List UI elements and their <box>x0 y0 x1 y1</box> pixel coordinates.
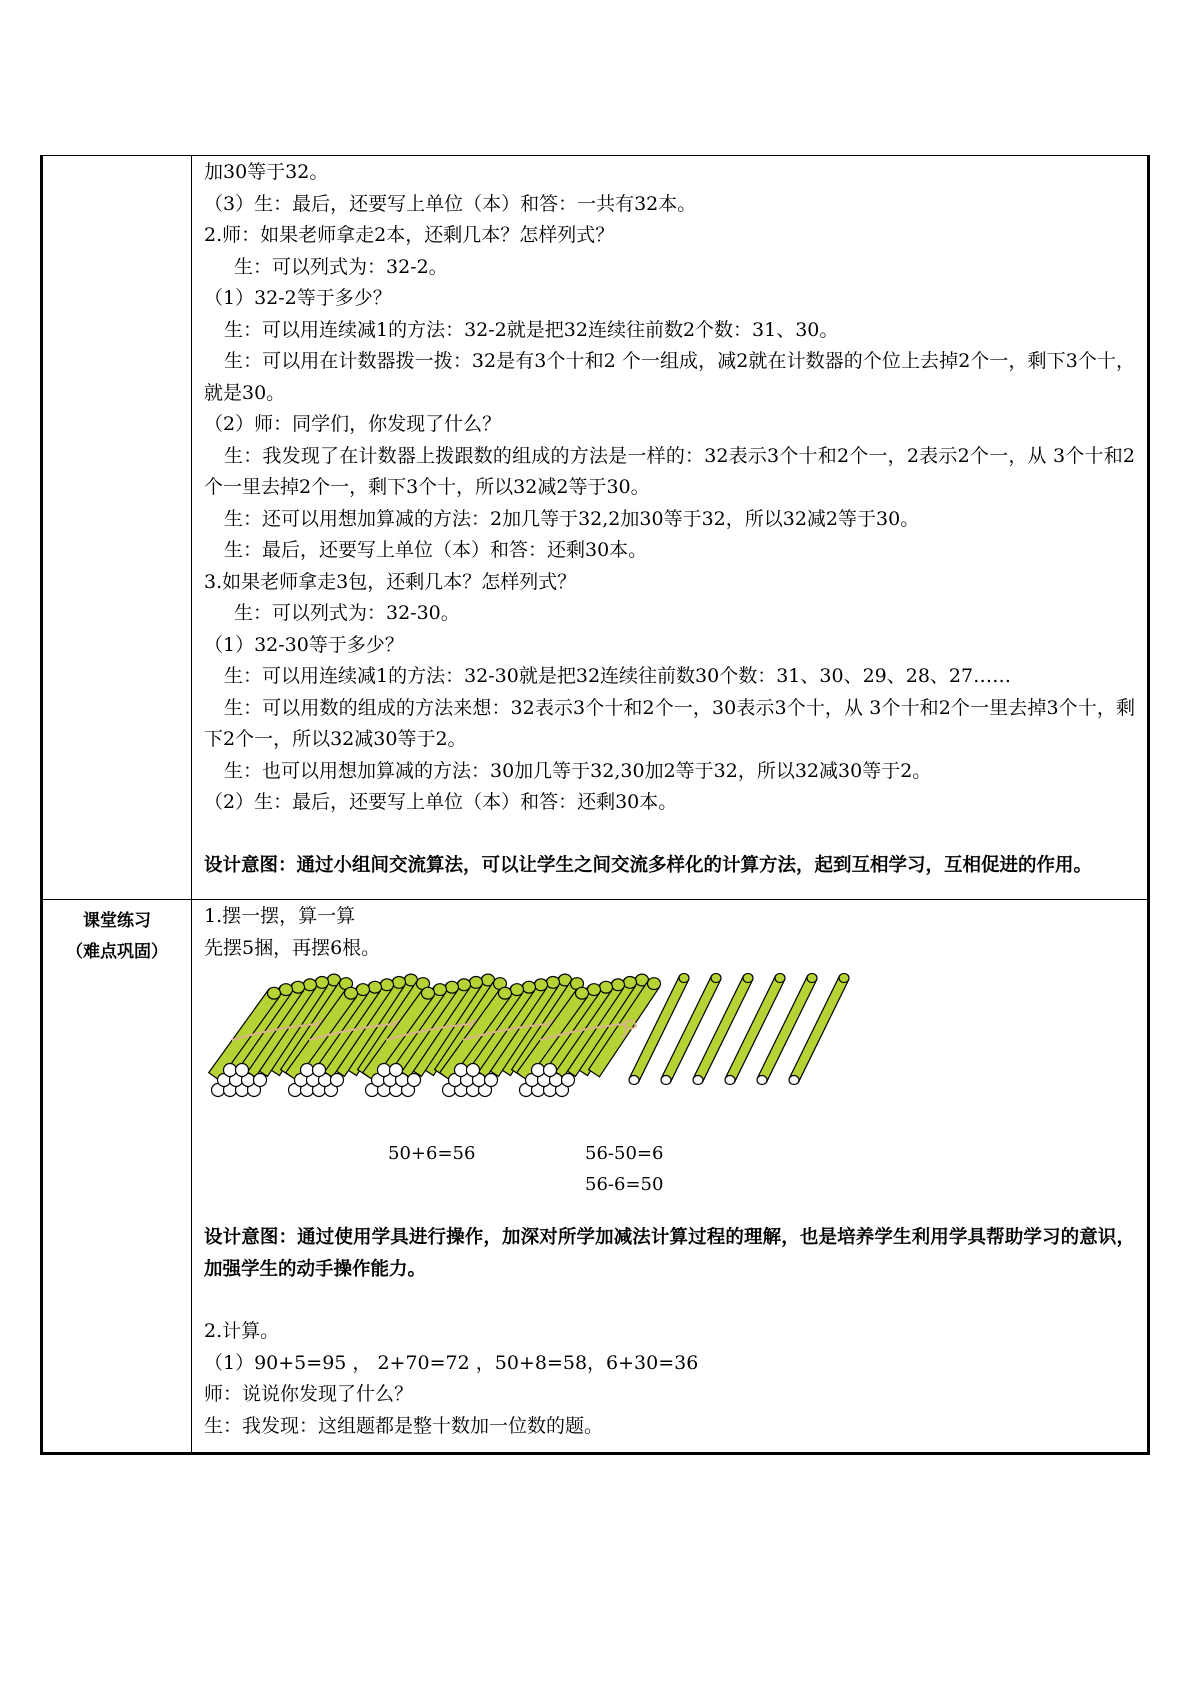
text-line: 生：也可以用想加算减的方法：30加几等于32,30加2等于32，所以32减30等于2。 <box>224 759 932 782</box>
single-stick <box>757 973 817 1084</box>
calc-title: 2.计算。 <box>204 1320 280 1342</box>
lesson-table <box>40 155 1150 1455</box>
design-intent: 设计意图：通过使用学具进行操作，加深对所学加减法计算过程的理解，也是培养学生利用学具帮助学习的意识，加强学生的动手操作能力。 <box>204 1227 1135 1280</box>
equation-sub-1: 56-50=6 <box>585 1143 664 1164</box>
design-intent: 设计意图：通过小组间交流算法，可以让学生之间交流多样化的计算方法，起到互相学习，互相促进的作用。 <box>204 854 1093 876</box>
text-line: 3.如果老师拿走3包，还剩几本？怎样列式？ <box>204 570 577 593</box>
sticks-figure <box>204 972 1135 1112</box>
single-stick <box>693 973 753 1084</box>
text-line: （1）32-2等于多少？ <box>204 287 392 309</box>
text-line: 生：可以列式为：32-2。 <box>234 255 448 278</box>
teacher-question: 师：说说你发现了什么？ <box>204 1383 414 1405</box>
text-line: （2）生：最后，还要写上单位（本）和答：还剩30本。 <box>204 791 678 813</box>
student-answer: 生：我发现：这组题都是整十数加一位数的题。 <box>204 1414 604 1437</box>
exercise-instruction: 先摆5捆，再摆6根。 <box>204 936 381 959</box>
text-line: 2.师：如果老师拿走2本，还剩几本？怎样列式？ <box>204 224 615 246</box>
calc-line: （1）90+5=95 ， 2+70=72 ，50+8=58，6+30=36 <box>204 1351 699 1374</box>
table-row <box>42 900 1149 1454</box>
exercise-title: 1.摆一摆，算一算 <box>204 905 356 927</box>
equation-sub-2: 56-6=50 <box>585 1174 664 1195</box>
row-label-title: 课堂练习 <box>83 911 151 931</box>
text-line: 生：可以用在计数器拨一拨：32是有3个十和2 个一组成，减2就在计数器的个位上去掉2个一，剩下3个十，就是30。 <box>204 350 1135 404</box>
single-stick <box>661 973 721 1084</box>
row-content <box>192 156 1149 900</box>
equation-add: 50+6=56 <box>388 1143 476 1164</box>
text-line: （2）师：同学们，你发现了什么？ <box>204 413 502 435</box>
single-stick <box>725 973 785 1084</box>
text-line: 加30等于32。 <box>204 161 329 183</box>
row-label-empty <box>42 156 192 900</box>
single-stick <box>789 973 849 1084</box>
row-content <box>192 900 1149 1454</box>
text-line: 生：可以用连续减1的方法：32-2就是把32连续往前数2个数：31、30。 <box>224 318 839 341</box>
text-line: 生：还可以用想加算减的方法：2加几等于32,2加30等于32，所以32减2等于30。 <box>224 507 920 530</box>
text-line: 生：可以列式为：32-30。 <box>234 602 460 624</box>
table-row <box>42 156 1149 900</box>
sticks-illustration <box>204 972 864 1112</box>
equations <box>204 1138 1135 1204</box>
row-label-subtitle: （难点巩固） <box>66 942 168 962</box>
text-line: （3）生：最后，还要写上单位（本）和答：一共有32本。 <box>204 192 697 215</box>
text-line: 生：可以用数的组成的方法来想：32表示3个十和2个一，30表示3个十，从 3个十和2个一里去掉3个十，剩下2个一，所以32减30等于2。 <box>204 696 1135 750</box>
row-label <box>42 900 192 1454</box>
text-line: 生：可以用连续减1的方法：32-30就是把32连续往前数30个数：31、30、29、28、27…… <box>224 665 1012 687</box>
text-line: 生：我发现了在计数器上拨跟数的组成的方法是一样的：32表示3个十和2个一，2表示2个一，从 3个十和2个一里去掉2个一，剩下3个十，所以32减2等于30。 <box>204 444 1135 498</box>
text-line: 生：最后，还要写上单位（本）和答：还剩30本。 <box>224 539 648 561</box>
text-line: （1）32-30等于多少？ <box>204 633 404 656</box>
